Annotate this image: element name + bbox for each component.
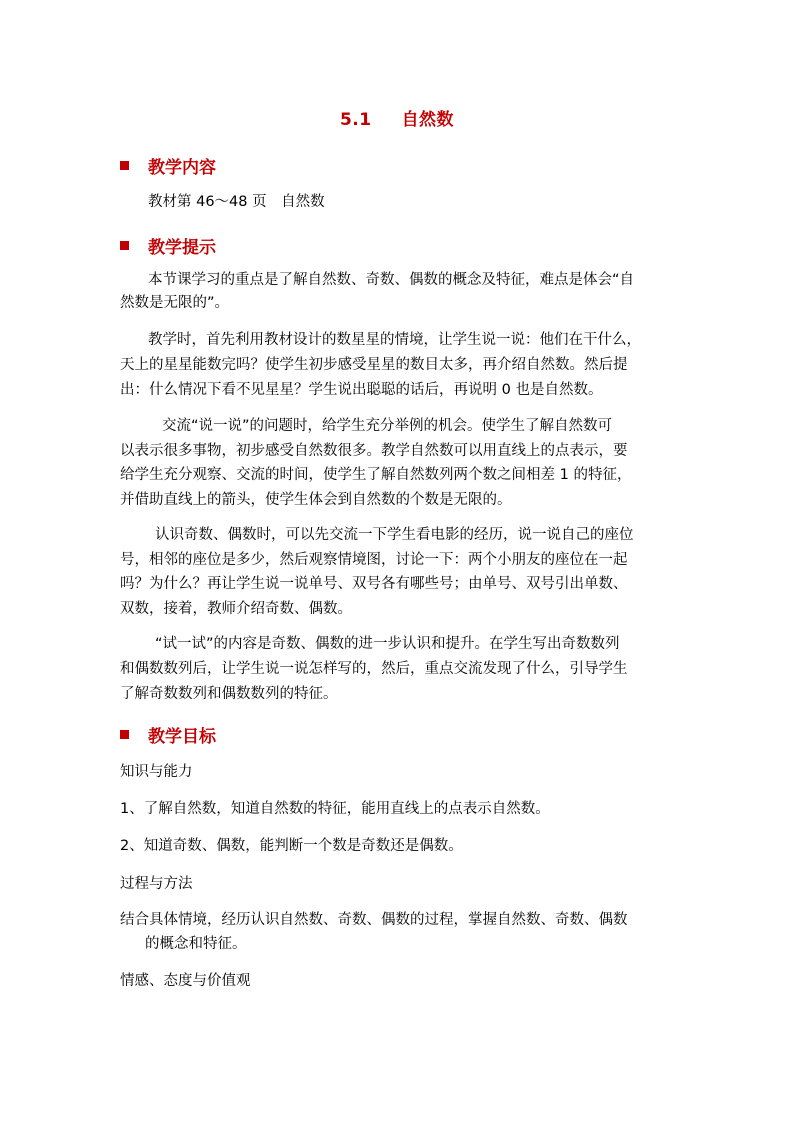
goals-subheading: 情感、态度与价值观 bbox=[120, 973, 251, 989]
tips-p1-line: 本节课学习的重点是了解自然数、奇数、偶数的概念及特征，难点是体会“自 bbox=[148, 272, 635, 288]
tips-p2-line: 天上的星星能数完吗？使学生初步感受星星的数目太多，再介绍自然数。然后提 bbox=[120, 357, 628, 373]
section-heading-text: 教学内容 bbox=[148, 158, 216, 178]
tips-p2-line: 出：什么情况下看不见星星？学生说出聪聪的话后，再说明 0 也是自然数。 bbox=[120, 382, 603, 398]
square-bullet-icon bbox=[120, 241, 129, 250]
section-heading-goals bbox=[120, 722, 216, 747]
tips-p4-line: 双数，接着，教师介绍奇数、偶数。 bbox=[120, 601, 352, 617]
tips-p3-line: 给学生充分观察、交流的时间，使学生了解自然数列两个数之间相差 1 的特征， bbox=[120, 467, 632, 483]
goals-item: 结合具体情境，经历认识自然数、奇数、偶数的过程，掌握自然数、奇数、偶数 bbox=[120, 912, 628, 928]
goals-item: 的概念和特征。 bbox=[145, 936, 247, 952]
tips-p5-line: 和偶数数列后，让学生说一说怎样写的，然后，重点交流发现了什么，引导学生 bbox=[120, 661, 628, 677]
tips-p4-line: 号，相邻的座位是多少，然后观察情境图，讨论一下：两个小朋友的座位在一起 bbox=[120, 552, 628, 568]
square-bullet-icon bbox=[120, 730, 129, 739]
title-number: 5.1 bbox=[339, 110, 372, 130]
section-heading-text: 教学提示 bbox=[148, 238, 216, 258]
tips-p4-line: 认识奇数、偶数时，可以先交流一下学生看电影的经历，说一说自己的座位 bbox=[155, 527, 634, 543]
section-heading-tips bbox=[120, 233, 216, 258]
goals-subheading: 过程与方法 bbox=[120, 876, 193, 892]
section-heading-content bbox=[120, 153, 216, 178]
tips-p4-line: 吗？为什么？再让学生说一说单号、双号各有哪些号；由单号、双号引出单数、 bbox=[120, 576, 628, 592]
tips-p2-line: 教学时，首先利用教材设计的数星星的情境，让学生说一说：他们在干什么， bbox=[148, 332, 641, 348]
tips-p3-line: 以表示很多事物，初步感受自然数很多。教学自然数可以用直线上的点表示，要 bbox=[120, 443, 628, 459]
tips-p5-line: 了解奇数数列和偶数数列的特征。 bbox=[120, 686, 338, 702]
tips-p3-line: 交流“说一说”的问题时，给学生充分举例的机会。使学生了解自然数可 bbox=[162, 418, 613, 434]
title-text: 自然数 bbox=[401, 110, 455, 130]
goals-item: 1、了解自然数，知道自然数的特征，能用直线上的点表示自然数。 bbox=[120, 801, 550, 817]
tips-p3-line: 并借助直线上的箭头，使学生体会到自然数的个数是无限的。 bbox=[120, 492, 512, 508]
goals-item: 2、知道奇数、偶数，能判断一个数是奇数还是偶数。 bbox=[120, 838, 463, 854]
square-bullet-icon bbox=[120, 161, 129, 170]
page-title bbox=[0, 105, 794, 130]
content-body: 教材第 46～48 页 自然数 bbox=[148, 194, 325, 210]
section-heading-text: 教学目标 bbox=[148, 727, 216, 747]
tips-p1-line: 然数是无限的”。 bbox=[120, 295, 230, 311]
tips-p5-line: “试一试”的内容是奇数、偶数的进一步认识和提升。在学生写出奇数数列 bbox=[155, 636, 620, 652]
goals-subheading: 知识与能力 bbox=[120, 764, 193, 780]
